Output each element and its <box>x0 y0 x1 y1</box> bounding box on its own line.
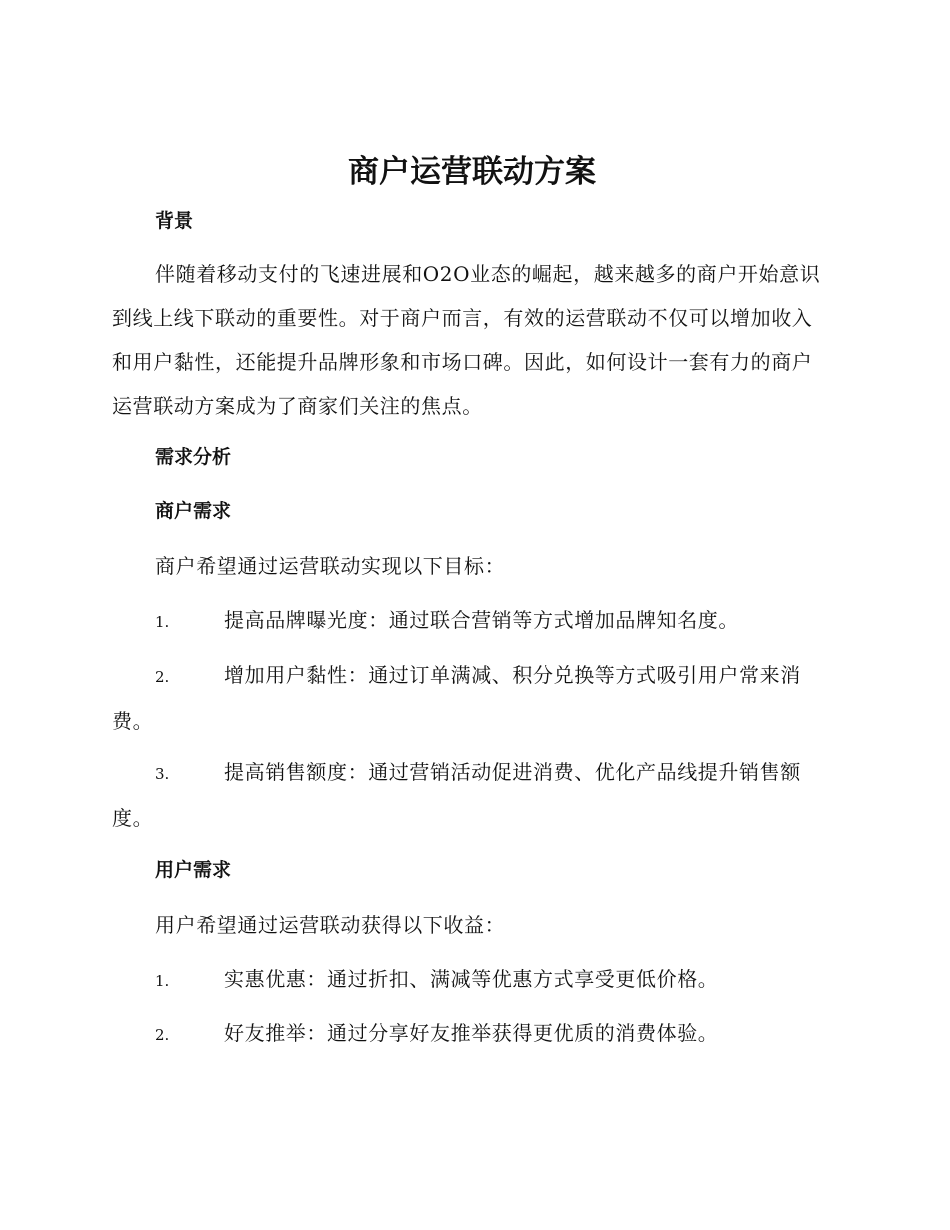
user-lead-text: 用户希望通过运营联动获得以下收益： <box>155 913 506 937</box>
subsection-heading-user: 用户需求 <box>155 859 232 881</box>
merchant-list-item <box>112 598 832 644</box>
section-heading-analysis: 需求分析 <box>155 446 232 468</box>
section-heading-background: 背景 <box>155 210 194 232</box>
list-item-text: 增加用户黏性：通过订单满减、积分兑换等方式吸引用户常来消费。 <box>112 663 801 733</box>
list-number: 2. <box>155 668 170 686</box>
list-number: 1. <box>155 613 170 631</box>
background-paragraph: 伴随着移动支付的飞速进展和O2O业态的崛起，越来越多的商户开始意识到线上线下联动的重要性。对于商户而言，有效的运营联动不仅可以增加收入和用户黏性，还能提升品牌形象和市场口碑。因此，如何设计一套有力的商户运营联动方案成为了商家们关注的焦点。 <box>112 262 821 418</box>
list-number: 2. <box>155 1026 170 1044</box>
merchant-list-item <box>112 653 832 743</box>
list-item-text: 提高品牌曝光度：通过联合营销等方式增加品牌知名度。 <box>224 608 739 632</box>
list-item-text: 提高销售额度：通过营销活动促进消费、优化产品线提升销售额度。 <box>112 760 801 830</box>
list-number: 3. <box>155 765 170 783</box>
merchant-list-item <box>112 750 832 840</box>
list-item-text: 好友推举：通过分享好友推举获得更优质的消费体验。 <box>224 1021 719 1045</box>
user-list-item <box>112 1011 832 1057</box>
user-list-item <box>112 957 832 1003</box>
document-title: 商户运营联动方案 <box>348 154 596 190</box>
subsection-heading-merchant: 商户需求 <box>155 500 232 522</box>
list-number: 1. <box>155 972 170 990</box>
merchant-lead-text: 商户希望通过运营联动实现以下目标： <box>155 554 506 578</box>
list-item-text: 实惠优惠：通过折扣、满减等优惠方式享受更低价格。 <box>224 967 719 991</box>
